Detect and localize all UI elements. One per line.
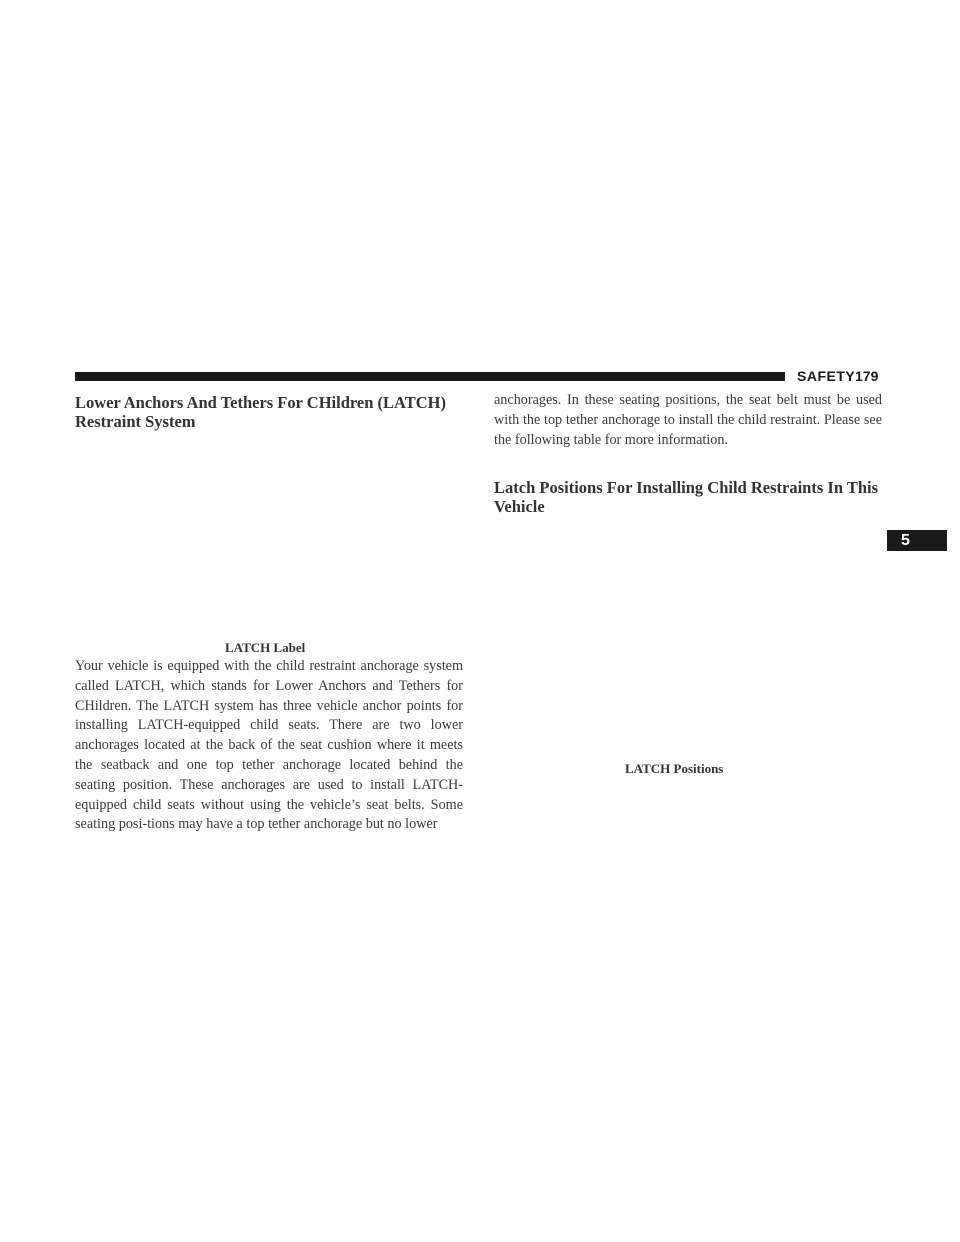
latch-positions-figure [494, 525, 882, 757]
page-number: 179 [855, 368, 879, 384]
body-paragraph-latch-intro: Your vehicle is equipped with the child restraint anchorage system called LATCH, which stands for Lower Anchors and Tethers for CHildren. The LATCH system has three vehicle anchor points for installing LATCH-equipped child seats. There are two lower anchorages located at the back of the seat cushion where it meets the seatback and one top tether anchorage located behind the seating position. These anchorages are used to install LATCH-equipped child seats without using the vehicle’s seat belts. Some seating posi-tions may have a top tether anchorage but no lower [75, 658, 463, 833]
figure-caption-latch-positions: LATCH Positions [625, 761, 724, 776]
figure-caption-latch-label: LATCH Label [225, 640, 306, 655]
section-heading-latch-positions: Latch Positions For Installing Child Restraints In This Vehicle [494, 478, 879, 516]
header-rule [75, 372, 785, 381]
section-heading-latch-system: Lower Anchors And Tethers For CHildren (LATCH) Restraint System [75, 393, 446, 431]
running-header-section: SAFETY [797, 368, 856, 384]
latch-label-figure [75, 440, 463, 635]
body-paragraph-latch-continued: anchorages. In these seating positions, the seat belt must be used with the top tether anchorage to install the child restraint. Please see the following table for more information. [494, 392, 882, 448]
chapter-tab: 5 [887, 530, 947, 551]
